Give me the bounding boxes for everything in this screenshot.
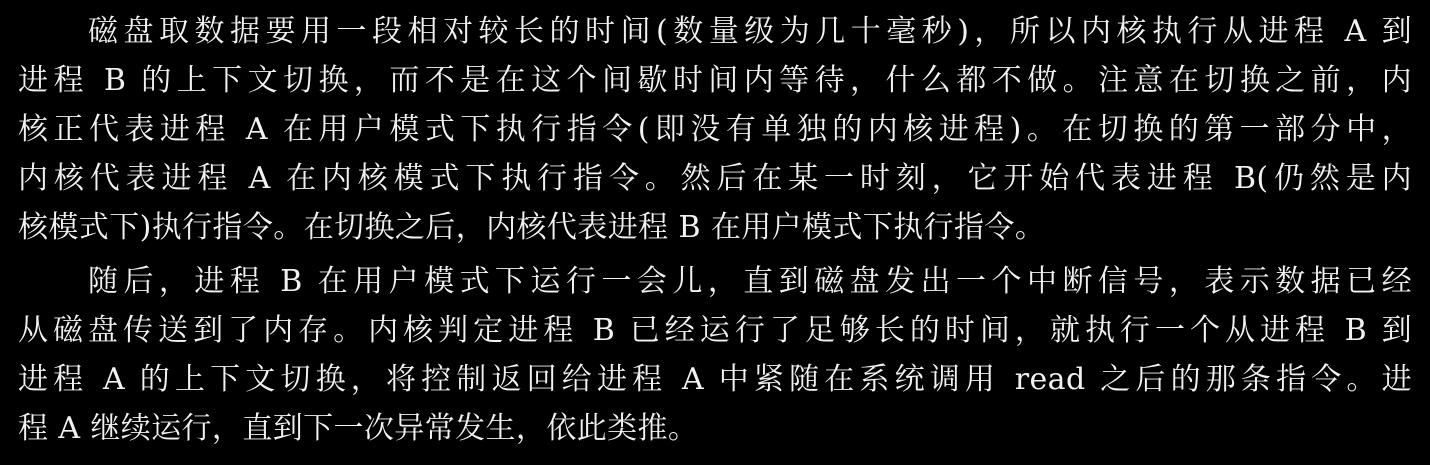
text-line: 内核代表进程 A 在内核模式下执行指令。然后在某一时刻，它开始代表进程 B(仍然是内 <box>18 161 1412 196</box>
text-line: 随后，进程 B 在用户模式下运行一会儿，直到磁盘发出一个中断信号，表示数据已经 <box>88 264 1412 299</box>
text-line: 从磁盘传送到了内存。内核判定进程 B 已经运行了足够长的时间，就执行一个从进程 B 到 <box>18 313 1412 348</box>
text-line: 磁盘取数据要用一段相对较长的时间(数量级为几十毫秒)，所以内核执行从进程 A 到 <box>88 14 1412 49</box>
text-line: 核模式下)执行指令。在切换之后，内核代表进程 B 在用户模式下执行指令。 <box>18 210 1046 245</box>
text-line: 核正代表进程 A 在用户模式下执行指令(即没有单独的内核进程)。在切换的第一部分中， <box>18 112 1412 147</box>
text-line: 进程 B 的上下文切换，而不是在这个间歇时间内等待，什么都不做。注意在切换之前，内 <box>18 63 1412 98</box>
text-line: 进程 A 的上下文切换，将控制返回给进程 A 中紧随在系统调用 read 之后的那条指令。进 <box>18 362 1412 397</box>
text-line: 程 A 继续运行，直到下一次异常发生，依此类推。 <box>18 411 699 446</box>
